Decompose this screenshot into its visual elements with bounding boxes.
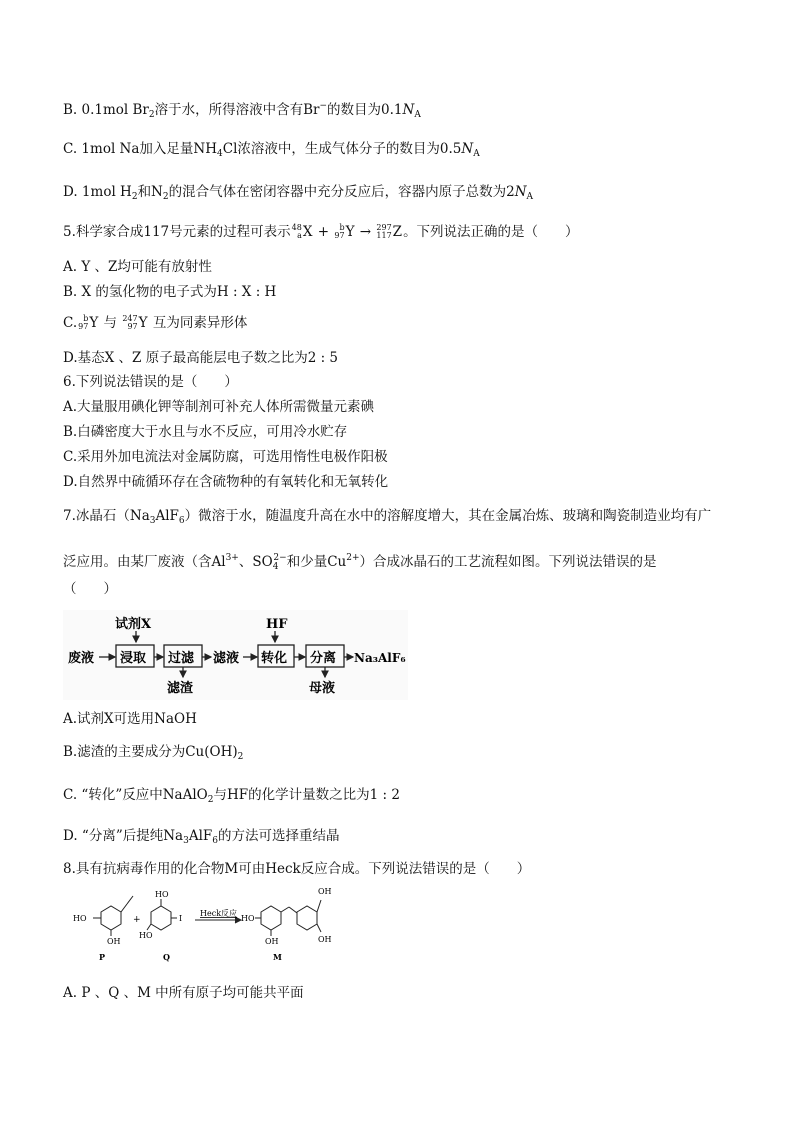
label-m: M <box>273 952 282 962</box>
q5-option-c: C. b 97 Y 与 247 97 Y 互为同素异形体 <box>63 314 248 331</box>
flow-label-mother: 母液 <box>309 681 336 696</box>
q4-option-c: C. 1mol Na加入足量$NH_4Cl$浓溶液中，生成气体分子的数目为$0.5N_A$ <box>63 141 480 159</box>
q-label-ho-bottom: HO <box>139 931 153 940</box>
flow-label-reagent: 试剂X <box>115 617 152 632</box>
flow-label-residue: 滤渣 <box>167 681 194 696</box>
flow-label-convert: 转化 <box>261 651 288 666</box>
m-label-oh-bottom: OH <box>318 935 332 944</box>
q7-option-a: A.试剂X可选用NaOH <box>63 711 197 727</box>
label-q: Q <box>163 952 170 962</box>
process-flow-diagram <box>63 610 408 700</box>
q7-option-c: C. “转化”反应中NaAlO$_2$与HF的化学计量数之比为1 : 2 <box>63 787 400 805</box>
q5-option-a: A. Y 、Z均可能有放射性 <box>63 259 212 275</box>
p-label-ho: HO <box>73 914 87 923</box>
m-label-oh-left: OH <box>265 937 279 946</box>
p-label-oh: OH <box>107 937 121 946</box>
label-p: P <box>99 952 106 962</box>
m-label-oh-top: OH <box>318 887 332 896</box>
q7-option-b: B.滤渣的主要成分为$Cu(OH)_2$ <box>63 744 244 762</box>
q7-stem-line3: （ ） <box>63 581 117 597</box>
q7-option-d: D. “分离”后提纯$Na_3AlF_6$的方法可选择重结晶 <box>63 828 340 846</box>
flow-label-filter: 过滤 <box>168 651 195 666</box>
flow-label-waste: 废液 <box>68 651 95 666</box>
q8-stem: 8.具有抗病毒作用的化合物M可由Heck反应合成。下列说法错误的是（ ） <box>63 861 531 877</box>
flow-label-hf: HF <box>266 617 288 632</box>
reaction-label: Heck反应 <box>200 909 238 918</box>
q7-stem-line1: 7.冰晶石$(Na_3AlF_6)$微溶于水，随温度升高在水中的溶解度增大，其在金属冶炼、玻璃和陶瓷制造业均有广 <box>63 508 712 526</box>
q8-option-a: A. P 、Q 、M 中所有原子均可能共平面 <box>63 985 304 1001</box>
plus-sign: + <box>133 915 141 925</box>
nuclide-y: b 97 Y <box>334 223 355 240</box>
flow-label-leach: 浸取 <box>120 651 147 666</box>
nuclide-y-247: 247 97 Y <box>122 314 148 331</box>
q5-option-d: D.基态X 、Z 原子最高能层电子数之比为2 : 5 <box>63 350 339 366</box>
q5-stem: 5.科学家合成117号元素的过程可表示 48 a X + b 97 Y → 297 117 Z 。下列说法正确的是（ ） <box>63 223 579 240</box>
q6-option-d: D.自然界中硫循环存在含硫物种的有氧转化和无氧转化 <box>63 474 389 490</box>
q5-option-b: B. X 的氢化物的电子式为H : X : H <box>63 284 277 300</box>
q6-option-c: C.采用外加电流法对金属防腐，可选用惰性电极作阳极 <box>63 449 388 465</box>
flow-label-separate: 分离 <box>310 651 337 666</box>
nuclide-x: 48 a X <box>291 223 313 240</box>
flow-label-filtrate: 滤液 <box>213 651 240 666</box>
q4-option-d: D. 1mol $H_2$和$N_2$的混合气体在密闭容器中充分反应后，容器内原子总数为$2N_A$ <box>63 184 534 202</box>
q6-option-b: B.白磷密度大于水且与水不反应，可用冷水贮存 <box>63 424 348 440</box>
q-label-ho-top: HO <box>155 890 169 899</box>
q6-stem: 6.下列说法错误的是（ ） <box>63 374 238 390</box>
q6-option-a: A.大量服用碘化钾等制剂可补充人体所需微量元素碘 <box>63 399 375 415</box>
q4-option-b: B. 0.1mol $Br_2$溶于水，所得溶液中含有Br−的数目为$0.1N_A$ <box>63 101 421 120</box>
flow-label-product: Na₃AlF₆ <box>354 651 406 665</box>
heck-reaction-scheme <box>63 882 383 964</box>
q-label-i: I <box>179 914 183 923</box>
q7-stem-line2: 泛应用。由某厂废液（含$Al^{3+}$、$SO_4^{2-}$和少量$Cu^{2+}$）合成冰晶石的工艺流程如图。下列说法错误的是 <box>63 553 657 572</box>
nuclide-y-b: b 97 Y <box>78 314 99 331</box>
nuclide-z: 297 117 Z <box>376 223 403 240</box>
m-label-ho: HO <box>241 914 255 923</box>
